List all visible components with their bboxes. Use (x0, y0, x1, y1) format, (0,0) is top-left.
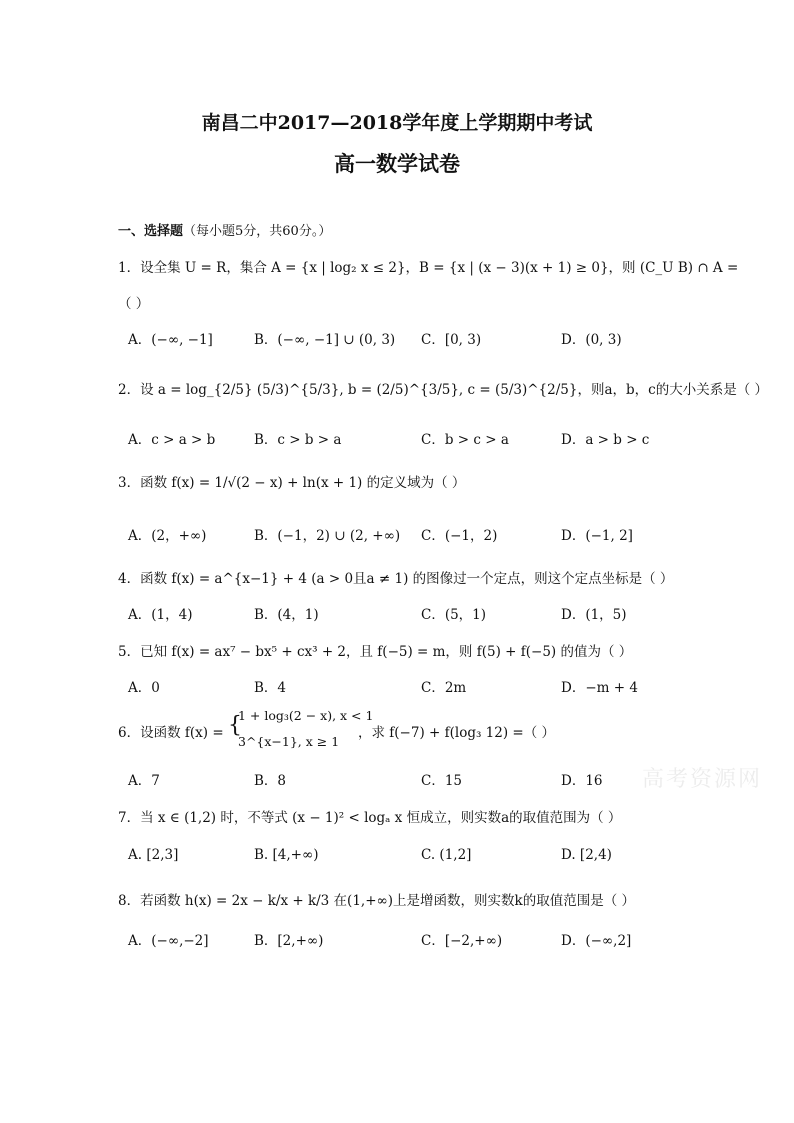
question-1-option-d: D．(0, 3) (561, 332, 622, 348)
question-2-option-a: A．c > a > b (128, 432, 216, 448)
question-2-option-c: C．b > c > a (421, 432, 509, 448)
question-6-case-1: 1 + log₃(2 − x), x < 1 (238, 708, 374, 723)
question-1-option-a: A．(−∞, −1] (128, 332, 213, 348)
question-8-option-d: D．(−∞,2] (561, 933, 632, 949)
question-5-stem: 5．已知 f(x) = ax⁷ − bx⁵ + cx³ + 2，且 f(−5) = m，则 f(5) + f(−5) 的值为（ ） (118, 644, 633, 660)
watermark: 高考资源网 (642, 767, 763, 792)
question-3-option-b: B．(−1，2) ∪ (2, +∞) (254, 528, 401, 544)
question-7-option-c: C. (1,2] (421, 847, 472, 863)
question-5-option-d: D．−m + 4 (561, 680, 638, 696)
question-7-stem: 7．当 x ∈ (1,2) 时，不等式 (x − 1)² < logₐ x 恒成立，则实数a的取值范围为（ ） (118, 810, 622, 826)
section-heading (118, 220, 331, 239)
question-2-stem: 2．设 a = log_{2/5} (5/3)^{5/3}, b = (2/5)^{3/5}, c = (5/3)^{2/5}，则a，b，c的大小关系是（ ） (118, 382, 768, 398)
exam-subtitle: 高一数学试卷 (334, 151, 460, 176)
question-2-option-b: B．c > b > a (254, 432, 342, 448)
question-6-stem-suffix: ，求 f(−7) + f(log₃ 12) =（ ） (358, 725, 556, 741)
section-note: （每小题5分，共60分。） (183, 224, 332, 239)
question-5-option-c: C．2m (421, 680, 467, 696)
question-8-option-c: C．[−2,+∞) (421, 933, 503, 949)
question-4-option-d: D．(1，5) (561, 607, 627, 623)
question-2-option-d: D．a > b > c (561, 432, 650, 448)
question-8-option-a: A．(−∞,−2] (128, 933, 209, 949)
section-title: 一、选择题 (118, 224, 184, 239)
question-6-option-d: D．16 (561, 773, 603, 789)
question-6-case-2: 3^{x−1}, x ≥ 1 (238, 734, 340, 749)
question-4-option-b: B．(4，1) (254, 607, 319, 623)
question-7-option-a: A. [2,3] (128, 847, 179, 863)
question-1-option-c: C．[0, 3) (421, 332, 482, 348)
question-4-option-a: A．(1，4) (128, 607, 193, 623)
question-1-blank: （ ） (118, 296, 150, 312)
question-6-stem-prefix: 6．设函数 f(x) = (118, 725, 224, 741)
question-3-option-c: C．(−1，2) (421, 528, 498, 544)
question-3-stem: 3．函数 f(x) = 1/√(2 − x) + ln(x + 1) 的定义域为（ ） (118, 475, 466, 491)
question-6-option-c: C．15 (421, 773, 463, 789)
question-4-option-c: C．(5，1) (421, 607, 487, 623)
brace-symbol: { (228, 713, 242, 738)
question-6-option-b: B．8 (254, 773, 287, 789)
question-4-stem: 4．函数 f(x) = a^{x−1} + 4 (a > 0且a ≠ 1) 的图像过一个定点，则这个定点坐标是（ ） (118, 571, 674, 587)
question-8-stem: 8．若函数 h(x) = 2x − k/x + k/3 在(1,+∞)上是增函数，则实数k的取值范围是（ ） (118, 893, 636, 909)
question-8-option-b: B．[2,+∞) (254, 933, 324, 949)
question-7-option-b: B. [4,+∞) (254, 847, 319, 863)
exam-title: 南昌二中2017—2018学年度上学期期中考试 (201, 112, 593, 134)
question-5-option-a: A．0 (128, 680, 160, 696)
question-1-option-b: B．(−∞, −1] ∪ (0, 3) (254, 332, 396, 348)
question-6-option-a: A．7 (128, 773, 160, 789)
question-7-option-d: D. [2,4) (561, 847, 612, 863)
question-1-stem: 1．设全集 U = R，集合 A = {x | log₂ x ≤ 2}，B = {x | (x − 3)(x + 1) ≥ 0}，则 (C_U B) ∩ A = (118, 260, 739, 276)
question-5-option-b: B．4 (254, 680, 287, 696)
question-3-option-a: A．(2，+∞) (128, 528, 207, 544)
question-3-option-d: D．(−1, 2] (561, 528, 633, 544)
